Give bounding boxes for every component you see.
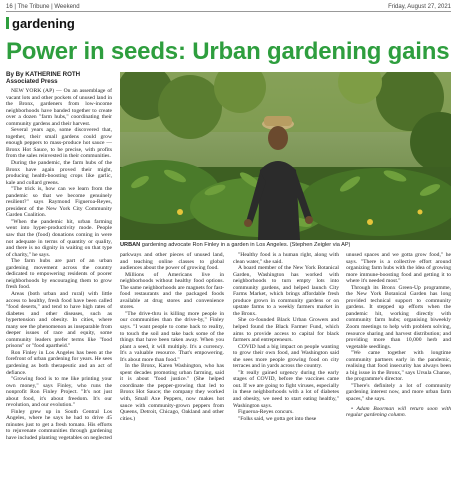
masthead-left: 16 | The Tribune | Weekend — [6, 4, 80, 10]
headline: Power in seeds: Urban gardening gains — [6, 38, 450, 65]
caption-label: URBAN — [120, 242, 141, 248]
paragraph: NEW YORK (AP) — On an assemblage of vacant lots and other pockets of unused land in the Bronx, gardeners from low-income neighborhoods have banded together to create over a dozen "farm hubs," coordinating their community gardens and their harvest. — [6, 88, 112, 127]
article-photo — [120, 72, 451, 240]
paragraph: COVID had a big impact on people wanting to grow their own food, and Washington said she sees more people growing food on city terraces and in yards across the country. — [233, 343, 339, 370]
paragraph: parkways and other pieces of unused land, and teaching online classes to global audiences about the power of growing food. — [120, 252, 224, 272]
footnote: • Adam Boorman will return soon with regular gardening column. — [346, 405, 451, 419]
garden-photo-illustration — [120, 72, 451, 240]
paragraph: Finley grew up in South Central Los Angeles, where he says he had to drive 45 minutes just to get a fresh tomato. His efforts to rejuvenate communities through gardening have included planting vegetables on neglected — [6, 408, 112, 441]
paragraph: Ron Finley in Los Angeles has been at the forefront of urban gardening for years. He sees gardening as both therapeutic and an act of defiance. — [6, 349, 112, 376]
article-column-3 — [233, 252, 339, 422]
byline — [6, 71, 80, 85]
masthead-date: Friday, August 27, 2021 — [388, 4, 451, 10]
paragraph: She co-founded Black Urban Growers and helped found the Black Farmer Fund, which aims to provide access to capital for black farmers and entrepreneurs. — [233, 317, 339, 344]
paragraph: "Folks said, we gotta get into these — [238, 415, 317, 422]
article-column-2 — [120, 252, 224, 422]
paragraph: In the Bronx, Karen Washington, who has spent decades promoting urban farming, said it is about "food justice." (She helped coordinate the pepper-growing that led to Bronx Hot Sauce; the company they worked with, Small Axe Peppers, now makes hot sauce with community-grown peppers from Queens, Detroit, Chicago, Oakland and other cities.) — [120, 363, 224, 422]
masthead — [6, 3, 451, 12]
section-header — [6, 16, 75, 30]
section-label: gardening — [12, 15, 75, 31]
paragraph: "Growing food is to me like printing your own money," says Finley, who runs the nonprofit Ron Finley Project. "It's not just about food, it's about freedom. It's our revolution, and our evolution." — [6, 376, 112, 409]
paragraph: Several years ago, some discovered that, together, their small gardens could grow enough peppers to mass-produce hot sauce — Bronx Hot Sauce, to be precise, with profits from the sales reinvested in their communities. — [6, 127, 112, 160]
article-column-4 — [346, 252, 451, 419]
paragraph: "The drive-thru is killing more people in our communities than the drive-by," Finley says. "I want people to come back to reality, to touch the soil and take back some of the things that have been taken away. When you plant a seed, it will multiply. It's a currency. It's a valuable resource. That's empowering. It's about more than food." — [120, 310, 224, 363]
paragraph: During the pandemic, the farm hubs of the Bronx have again proved their might, producing health-boosting crops like garlic, kale and collard greens. — [6, 160, 112, 186]
photo-caption — [120, 242, 451, 249]
paragraph: Areas (both urban and rural) with little access to healthy, fresh food have been called "food deserts," and tend to have high rates of diabetes and other diseases, such as hypertension and obesity. In cities, where many see the phenomenon as inseparable from deeper issues of race and equity, some community leaders prefer terms like "food prisons" or "food apartheid." — [6, 290, 112, 350]
paragraph: The farm hubs are part of an urban gardening movement across the country dedicated to empowering residents of poorer neighborhoods by encouraging them to grow fresh food. — [6, 258, 112, 291]
caption-text: gardening advocate Ron Finley in a garden in Los Angeles. (Stephen Zeigler via AP) — [140, 242, 351, 248]
paragraph: "Healthy food is a human right, along with clean water," she said. — [233, 252, 339, 265]
paragraph: unused spaces and we gotta grow food," he says. "There is a collective effort around organizing farm hubs with the idea of growing more immune-boosting food and getting it to where it's needed most." — [346, 252, 451, 285]
paragraph: "The trick is, how can we learn from the pandemic so that we become genuinely resilient?" says Raymond Figueroa-Reyes, president of the New York City Community Garden Coalition. — [6, 186, 112, 219]
paragraph: Figueroa-Reyes concurs. — [238, 409, 294, 416]
byline-author: By By KATHERINE ROTH — [6, 71, 81, 78]
paragraph: Through its Bronx Green-Up programme, the New York Botanical Garden has long provided technical support to community gardens. It stepped up efforts when the pandemic hit, working directly with community farm hubs; organising biweekly Zoom meetings to help with problem solving, resource sharing and harvest distribution; and providing more than 10,000 herb and vegetable seedlings. — [346, 284, 451, 350]
paragraph: "There's definitely a lot of community gardening interest now, and more urban farm spaces," she says. — [346, 382, 451, 403]
paragraph: Millions of Americans live in neighborhoods without healthy food options. The same neighborhoods are magnets for fast-food restaurants and the packaged foods available at drug stores and convenience stores. — [120, 271, 224, 311]
paragraph: "It really gained urgency during the early stages of COVID, before the vaccines came out. If we are going to fight viruses, especially in these neighborhoods with a lot of diabetes and obesity, we need to start eating healthy," Washington says. — [233, 369, 339, 409]
section-bar — [6, 17, 9, 29]
paragraph: "We came together with longtime community partners early in the pandemic, realising that food insecurity has always been a big issue in the Bronx," says Ursula Chanse, the programme's director. — [346, 350, 451, 383]
paragraph: A board member of the New York Botanical Garden, Washington has worked with neighborhoods to turn empty lots into community gardens, and helped launch City Farms Market, which brings affordable fresh produce grown in community gardens or on upstate farms to a weekly farmers market in the Bronx. — [233, 265, 339, 317]
byline-agency: Associated Press — [6, 78, 58, 86]
paragraph: "When the pandemic hit, urban farming went into hyper-productivity mode. People saw that the (food) donations coming in were not adequate in terms of quantity or quality, and there is no dignity in waiting on that type of charity," he says. — [6, 218, 112, 258]
article-column-1 — [6, 88, 112, 442]
